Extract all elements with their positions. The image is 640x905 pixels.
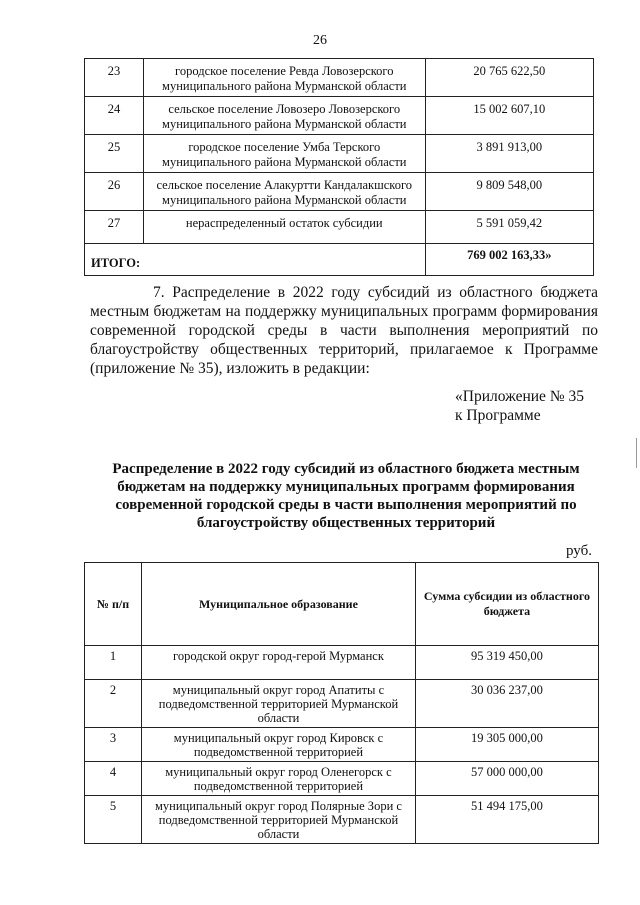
- subsidy-amount: 95 319 450,00: [415, 646, 598, 680]
- subsidy-amount: 57 000 000,00: [415, 762, 598, 796]
- row-number: 2: [85, 680, 142, 728]
- municipality-name: сельское поселение Ловозеро Ловозерского муниципального района Мурманской области: [143, 97, 425, 135]
- header-number: № п/п: [85, 563, 142, 646]
- municipality-name: муниципальный округ город Полярные Зори с подведомственной территорией Мурманской области: [142, 796, 416, 844]
- header-municipality: Муниципальное образование: [142, 563, 416, 646]
- table-row: [85, 97, 594, 135]
- amendment-paragraph: 7. Распределение в 2022 году субсидий из областного бюджета местным бюджетам на поддержку муниципальных программ формирования современной городской среды в части выполнения мероприятий по благоустройству общественных территорий, прилагаемое к Программе (приложение № 35), изложить в редакции:: [90, 284, 598, 377]
- total-label: ИТОГО:: [85, 244, 426, 276]
- row-number: 24: [85, 97, 144, 135]
- total-value: 769 002 163,33»: [425, 244, 593, 276]
- row-number: 4: [85, 762, 142, 796]
- row-number: 3: [85, 728, 142, 762]
- distribution-table: [84, 562, 599, 844]
- municipality-name: городской округ город-герой Мурманск: [142, 646, 416, 680]
- municipality-name: муниципальный округ город Оленегорск с подведомственной территорией: [142, 762, 416, 796]
- row-number: 23: [85, 59, 144, 97]
- table-row: [85, 728, 599, 762]
- subsidy-amount: 20 765 622,50: [425, 59, 593, 97]
- municipality-name: нераспределенный остаток субсидии: [143, 211, 425, 244]
- page-number: 26: [313, 33, 327, 48]
- budget-table-continued: [84, 58, 594, 276]
- scan-edge-mark: [636, 438, 637, 468]
- subsidy-amount: 9 809 548,00: [425, 173, 593, 211]
- row-number: 25: [85, 135, 144, 173]
- header-amount: Сумма субсидии из областного бюджета: [415, 563, 598, 646]
- municipality-name: городское поселение Умба Терского муниципального района Мурманской области: [143, 135, 425, 173]
- row-number: 1: [85, 646, 142, 680]
- row-number: 5: [85, 796, 142, 844]
- subsidy-amount: 51 494 175,00: [415, 796, 598, 844]
- row-number: 26: [85, 173, 144, 211]
- subsidy-amount: 30 036 237,00: [415, 680, 598, 728]
- municipality-name: городское поселение Ревда Ловозерского муниципального района Мурманской области: [143, 59, 425, 97]
- subsidy-amount: 15 002 607,10: [425, 97, 593, 135]
- table-row: [85, 211, 594, 244]
- municipality-name: муниципальный округ город Кировск с подведомственной территорией: [142, 728, 416, 762]
- table-row: [85, 646, 599, 680]
- appendix-reference: «Приложение № 35 к Программе: [455, 388, 584, 424]
- currency-unit: руб.: [566, 543, 592, 559]
- municipality-name: муниципальный округ город Апатиты с подведомственной территорией Мурманской области: [142, 680, 416, 728]
- table-row: [85, 680, 599, 728]
- table-row: [85, 762, 599, 796]
- total-row: [85, 244, 594, 276]
- table-row: [85, 59, 594, 97]
- row-number: 27: [85, 211, 144, 244]
- table-row: [85, 796, 599, 844]
- distribution-title: Распределение в 2022 году субсидий из областного бюджета местным бюджетам на поддержку муниципальных программ формирования современной городской среды в части выполнения мероприятий по благоустройству общественных территорий: [112, 461, 580, 531]
- subsidy-amount: 3 891 913,00: [425, 135, 593, 173]
- table-row: [85, 135, 594, 173]
- table-header-row: [85, 563, 599, 646]
- subsidy-amount: 5 591 059,42: [425, 211, 593, 244]
- municipality-name: сельское поселение Алакуртти Кандалакшского муниципального района Мурманской области: [143, 173, 425, 211]
- subsidy-amount: 19 305 000,00: [415, 728, 598, 762]
- table-row: [85, 173, 594, 211]
